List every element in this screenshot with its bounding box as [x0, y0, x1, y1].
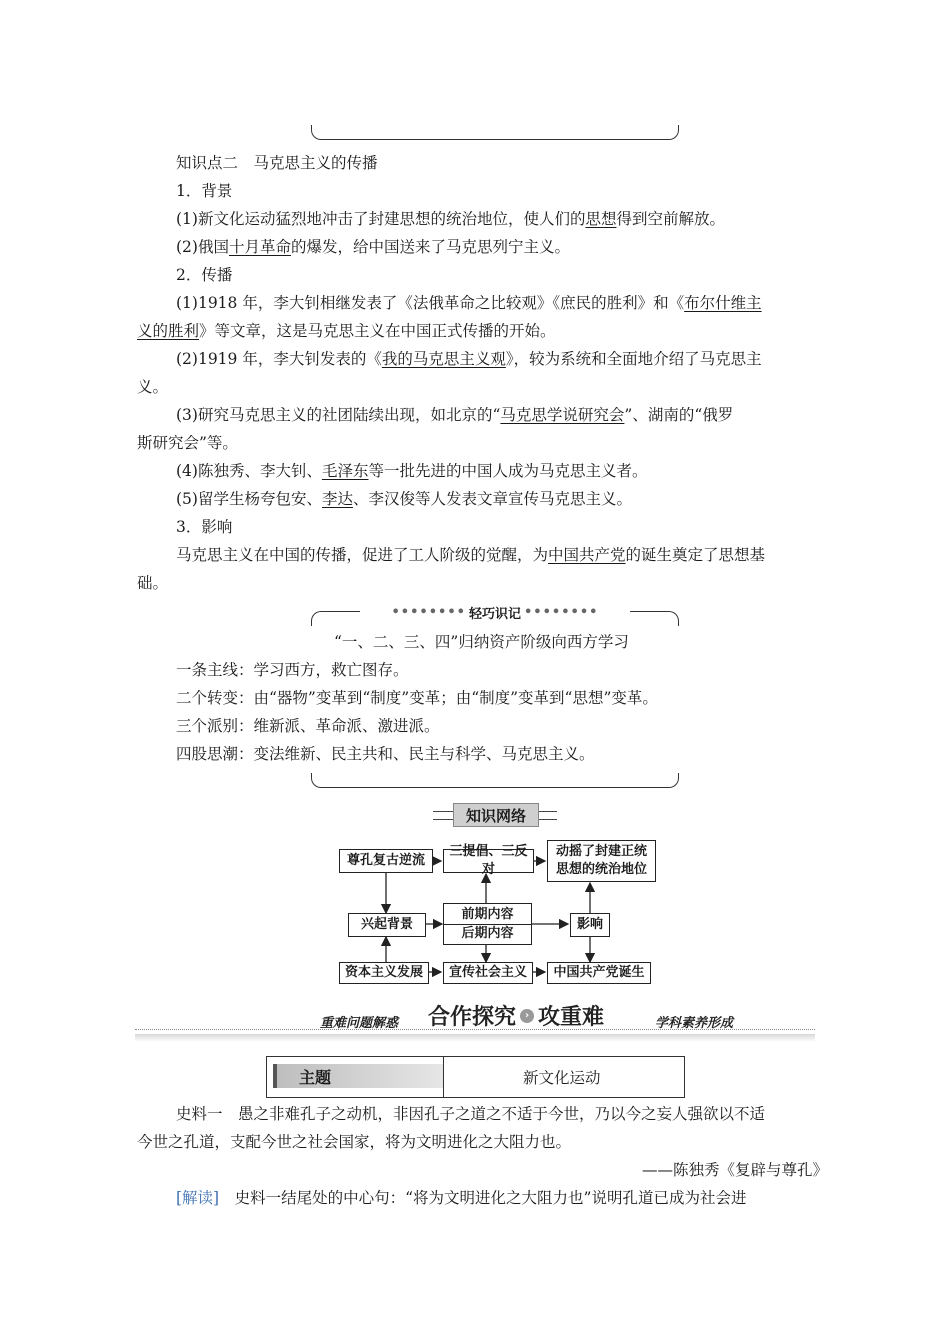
text: 等一批先进的中国人成为马克思主义者。 [368, 462, 648, 480]
text: 的爆发，给中国送来了马克思列宁主义。 [290, 238, 570, 256]
memo-line-4: 四股思潮：变法维新、民主共和、民主与科学、马克思主义。 [176, 745, 595, 763]
topic-label-accent [273, 1064, 277, 1088]
text: 》等文章，这是马克思主义在中国正式传播的开始。 [199, 322, 556, 340]
underlined-answer: 马克思学说研究会 [500, 406, 625, 424]
underlined-answer: 思想 [585, 210, 617, 228]
memo-line-3: 三个派别：维新派、革命派、激进派。 [176, 717, 440, 735]
underlined-answer: 中国共产党 [548, 546, 626, 564]
node-label: 动摇了封建正统思想的统治地位 [555, 844, 647, 877]
text: (4)陈独秀、李大钊、 [176, 462, 322, 480]
reading-text: 史料一结尾处的中心句：“将为文明进化之大阻力也”说明孔道已成为社会进 [219, 1189, 747, 1207]
banner-dotted-rule [135, 1029, 815, 1030]
dotted-rule-right: •••••••• [524, 604, 599, 620]
explore-banner [135, 996, 815, 1044]
text: (1)新文化运动猛烈地冲击了封建思想的统治地位，使人们的 [176, 210, 586, 228]
memo-title: “一、二、三、四”归纳资产阶级向西方学习 [334, 633, 629, 651]
banner-right-text: 学科素养形成 [655, 1016, 734, 1031]
underlined-answer: 义的胜利 [137, 322, 200, 340]
background-heading: 1．背景 [176, 182, 233, 200]
topic-box [266, 1056, 685, 1098]
dotted-rule-left: •••••••• [391, 604, 466, 620]
spread-item-2-cont: 义。 [137, 378, 169, 396]
banner-center [428, 1000, 604, 1031]
underlined-answer: 李达 [321, 490, 353, 508]
text: (2)俄国 [176, 238, 229, 256]
node-xuanchuan [443, 962, 533, 984]
underlined-answer: 毛泽东 [321, 462, 369, 480]
text: (3)研究马克思主义的社团陆续出现，如北京的“ [176, 406, 501, 424]
node-zunkong [339, 849, 433, 873]
section-title: 知识点二 马克思主义的传播 [176, 154, 378, 172]
node-label-early: 前期内容 [444, 906, 531, 925]
impact-text-cont: 础。 [137, 574, 169, 592]
node-label: 影响 [576, 917, 603, 932]
node-label: 资本主义发展 [344, 965, 423, 980]
banner-center-b: 攻重难 [538, 1005, 605, 1030]
memo-line-2: 二个转变：由“器物”变革到“制度”变革；由“制度”变革到“思想”变革。 [176, 689, 658, 707]
node-label-late: 后期内容 [461, 925, 514, 941]
node-label: 尊孔复古逆流 [346, 853, 425, 868]
node-yingxiang [570, 913, 610, 937]
text: 得到空前解放。 [616, 210, 725, 228]
reading-tag: [解读] [176, 1189, 220, 1207]
node-label: 兴起背景 [360, 917, 413, 932]
text: (1)1918 年，李大钊相继发表了《法俄革命之比较观》《庶民的胜利》和《 [176, 294, 685, 312]
text: (5)留学生杨夸包安、 [176, 490, 322, 508]
text: ”、湖南的“俄罗 [624, 406, 734, 424]
text: 的诞生奠定了思想基 [625, 546, 766, 564]
text: 马克思主义在中国的传播，促进了工人阶级的觉醒，为 [176, 546, 549, 564]
node-label: 中国共产党诞生 [553, 965, 645, 980]
node-ziben [339, 962, 429, 984]
underlined-answer: 我的马克思主义观 [381, 350, 506, 368]
material-source: ——陈独秀《复辟与尊孔》 [642, 1161, 829, 1179]
banner-arrow-icon: › [520, 1009, 534, 1023]
topic-label: 主题 [299, 1068, 332, 1087]
node-label: 宣传社会主义 [448, 965, 527, 980]
text: 、李汉俊等人发表文章宣传马克思主义。 [352, 490, 632, 508]
text: (2)1919 年，李大钊发表的《 [176, 350, 382, 368]
topic-label-cell [267, 1057, 444, 1097]
memo-line-1: 一条主线：学习西方，救亡图存。 [176, 661, 409, 679]
node-dongyao [547, 840, 656, 882]
reading-line [176, 1188, 746, 1208]
impact-heading: 3．影响 [176, 518, 233, 536]
node-label: 三提倡、三反对 [449, 844, 528, 877]
underlined-answer: 十月革命 [228, 238, 291, 256]
spread-heading: 2．传播 [176, 266, 233, 284]
underlined-answer: 布尔什维主 [684, 294, 762, 312]
text: 》，较为系统和全面地介绍了马克思主 [505, 350, 762, 368]
topic-value: 新文化运动 [523, 1069, 601, 1087]
banner-left-text: 重难问题解惑 [320, 1016, 399, 1031]
banner-label: 知识网络 [465, 806, 526, 825]
banner-shadow [135, 1034, 815, 1042]
material-line-2: 今世之孔道，支配今世之社会国家，将为文明进化之大阻力也。 [137, 1133, 572, 1151]
material-line-1: 史料一 愚之非难孔子之动机，非因孔子之道之不适于今世，乃以今之妄人强欲以不适 [176, 1105, 766, 1123]
spread-item-3-cont: 斯研究会”等。 [137, 434, 238, 452]
memo-badge-label: 轻巧识记 [468, 606, 521, 622]
node-content [443, 903, 532, 945]
node-dansheng [547, 962, 651, 984]
node-beijing [348, 913, 426, 937]
node-santi [443, 844, 534, 877]
banner-center-a: 合作探究 [428, 1005, 517, 1030]
